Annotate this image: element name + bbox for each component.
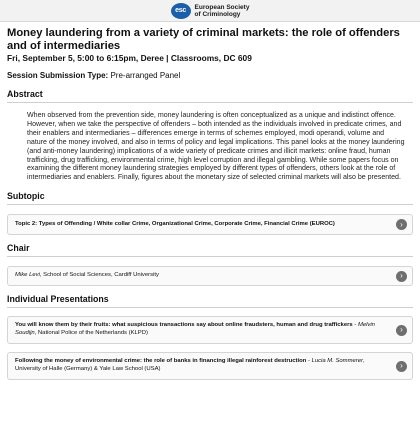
chair-info	[15, 272, 159, 280]
subtopic-card[interactable]	[7, 214, 413, 235]
app-header	[0, 0, 420, 22]
presentation-affiliation: , University of Halle (Germany) & Yale Law School (USA)	[15, 358, 365, 373]
logo-text	[195, 4, 250, 18]
presentation-title: You will know them by their fruits: what suspicious transactions say about online fraudsters, human and drug traffickers	[15, 322, 353, 329]
divider	[7, 204, 413, 205]
logo-line-2: of Criminology	[194, 10, 241, 18]
chevron-right-icon[interactable]: ›	[396, 325, 407, 336]
presentation-author: Melvin Soudijn	[15, 322, 375, 337]
esc-logo-mark-icon: esc	[171, 3, 191, 19]
chair-affiliation: , School of Social Sciences, Cardiff University	[39, 272, 159, 279]
chair-heading: Chair	[7, 243, 30, 254]
subtopic-heading: Subtopic	[7, 191, 45, 202]
chevron-right-icon[interactable]: ›	[396, 361, 407, 372]
abstract-heading: Abstract	[7, 89, 43, 99]
divider	[7, 256, 413, 257]
session-detail	[0, 22, 420, 380]
session-type-value: Pre-arranged Panel	[110, 71, 181, 80]
presentation-card[interactable]	[7, 316, 413, 344]
session-type	[7, 71, 413, 81]
abstract-text: When observed from the prevention side, money laundering is often conceptualized as a unique and indistinct offence. However, when we take the perspective of offenders – both intended as the individuals involved in predicate crimes, and their enablers and intermediaries – differences emerge in terms of schemes employed, modi operandi, volume and nature of the money involved, and also in terms of policy and legal implications. This panel looks at the money laundering (and anti-money laundering) implications of a wide variety of predicate crimes and illicit markets: online fraud, human trafficking, drug trafficking, environmental crime, high level corruption and illegal gambling. While some papers focus on examining the different money laundering strategies employed by different types of offenders, others look at the role of intermediaries and enablers. Finally, figures about the monetary size of selected criminal markets will also be presented.	[27, 112, 405, 182]
esc-logo[interactable]	[171, 3, 250, 19]
presentations-heading: Individual Presentations	[7, 294, 109, 305]
presentation-author: Lucia M. Sommerer	[311, 358, 363, 365]
chair-card[interactable]	[7, 266, 413, 286]
divider	[7, 102, 413, 103]
session-type-label: Session Submission Type:	[7, 71, 109, 80]
chevron-right-icon[interactable]: ›	[396, 271, 407, 282]
presentation-title: Following the money of environmental crime: the role of banks in financing illegal rainforest destruction	[15, 358, 307, 365]
presentation-affiliation: , National Police of the Netherlands (KLPD)	[34, 330, 148, 337]
logo-line-1: European Society	[194, 3, 250, 11]
divider	[7, 307, 413, 308]
presentation-info: Following the money of environmental crime: the role of banks in financing illegal rainforest destruction - Lucia M. Sommerer, University of Halle (Germany) & Yale Law School (USA)	[15, 358, 365, 373]
subtopic-label: Topic 2: Types of Offending / White collar Crime, Organizational Crime, Corporate Crime, Financial Crime (EUROC)	[15, 220, 335, 227]
session-title: Money laundering from a variety of criminal markets: the role of offenders and of intermediaries	[7, 27, 400, 52]
chair-name: Mike Levi	[15, 272, 40, 279]
chevron-right-icon[interactable]: ›	[396, 219, 407, 230]
presentation-info: You will know them by their fruits: what suspicious transactions say about online fraudsters, human and drug traffickers - Melvin Soudijn, National Police of the Netherlands (KLPD)	[15, 322, 375, 337]
session-time-location: Fri, September 5, 5:00 to 6:15pm, Deree | Classrooms, DC 609	[7, 53, 252, 63]
presentation-card[interactable]	[7, 352, 413, 380]
